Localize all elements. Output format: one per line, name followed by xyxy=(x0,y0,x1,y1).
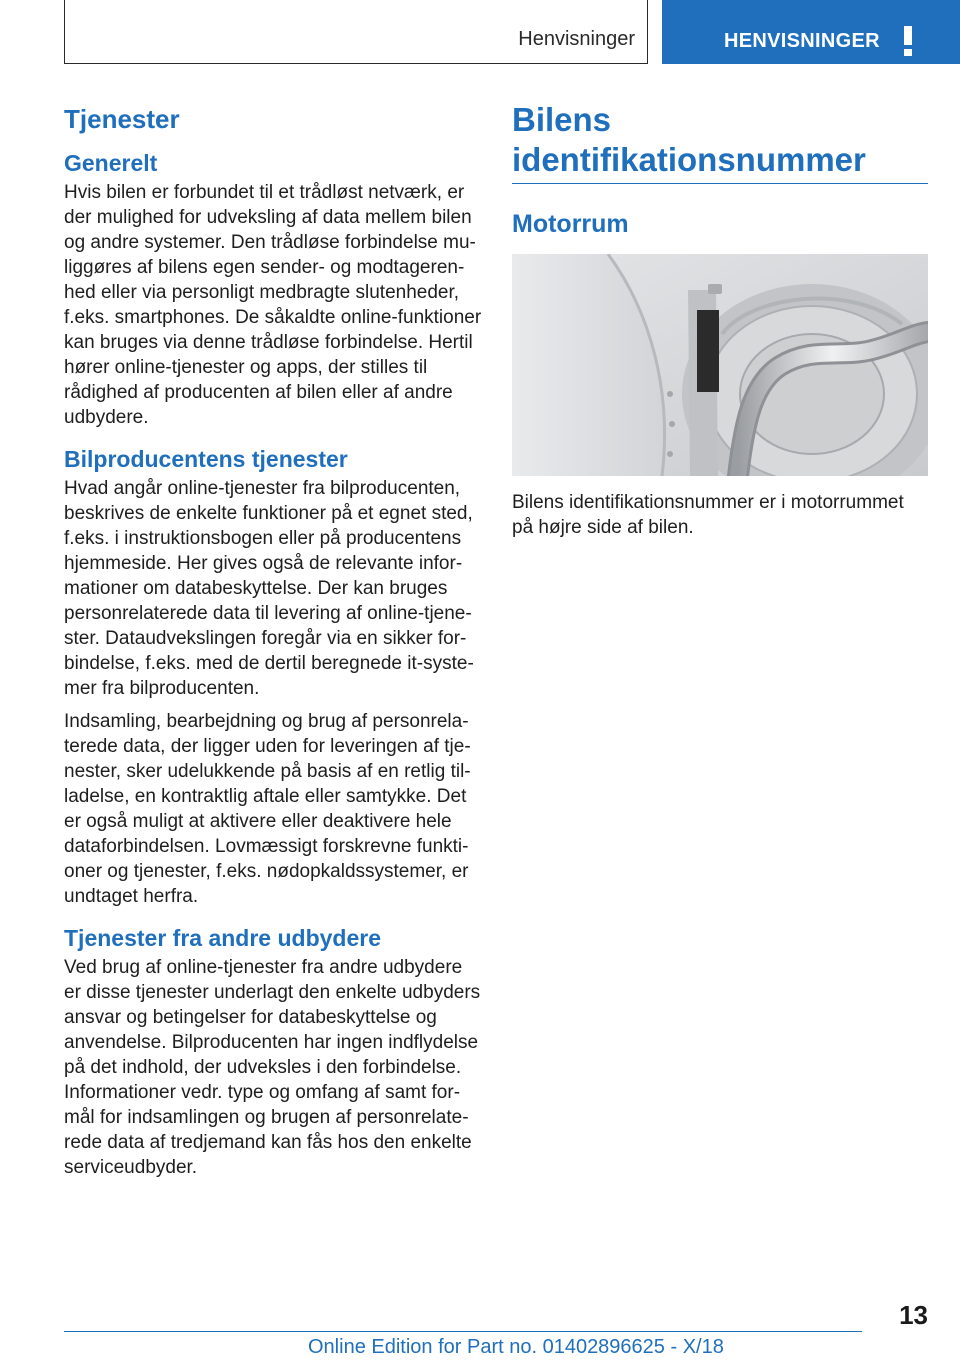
footer-divider xyxy=(64,1331,862,1332)
right-column xyxy=(512,100,928,540)
paragraph-bilproducent-2: Indsamling, bearbejdning og brug af personrelaterede data, der ligger uden for leveringen af tjenester, sker udelukkende på basis af en retlig tilladelse, en kontraktlig aftale eller samtykke. Det er også muligt at aktivere eller deaktivere hele dataforbindelsen. Lovmæssigt forskrevne funktioner og tjenester, f.eks. nødopkaldssystemer, er undtaget herfra. xyxy=(64,711,471,907)
paragraph-bilproducent-1: Hvad angår online-tjenester fra bilproducenten, beskrives de enkelte funktioner på et egnet sted, f.eks. i instruktionsbogen eller på producentens hjemmeside. Her gives også de relevante informationer om databeskyttelse. Der kan bruges personrelaterede data til levering af online-tjenester. Dataudvekslingen foregår via en sikker forbindelse, f.eks. med de dertil beregnede it-systemer fra bilproducenten. xyxy=(64,478,474,699)
heading-motorrum: Motorrum xyxy=(512,210,629,238)
header-chapter-tab xyxy=(662,0,960,64)
header-chapter-title: HENVISNINGER xyxy=(724,30,880,52)
heading-generelt: Generelt xyxy=(64,150,158,176)
header-section-title: Henvisninger xyxy=(518,28,635,50)
page-number: 13 xyxy=(899,1300,928,1330)
heading-bilproducentens-tjenester: Bilproducentens tjenester xyxy=(64,446,348,472)
left-column xyxy=(64,100,482,1180)
header-section-box xyxy=(64,0,648,64)
caption-vin-location: Bilens identifikationsnummer er i motorrummet på højre side af bilen. xyxy=(512,492,904,538)
footer-edition-text: Online Edition for Part no. 01402896625 - X/18 xyxy=(308,1336,724,1358)
paragraph-generelt: Hvis bilen er forbundet til et trådløst netværk, er der mulighed for udveksling af data mellem bilen og andre systemer. Den trådløse forbindelse muliggøres af bilens egen sender- og modtagerenhed eller via personligt medbragte slutenheder, f.eks. smartphones. De såkaldte online-funktioner kan bruges via denne trådløse forbindelse. Hertil hører online-tjenester og apps, der stilles til rådighed af producenten af bilen eller af andre udbydere. xyxy=(64,182,482,428)
page-title-tjenester: Tjenester xyxy=(64,104,180,134)
engine-bay-illustration xyxy=(512,254,928,476)
exclamation-icon xyxy=(896,24,920,56)
paragraph-andre-udbydere: Ved brug af online-tjenester fra andre udbydere er disse tjenester underlagt den enkelte udbyders ansvar og betingelser for databeskyttelse og anvendelse. Bilproducenten har ingen indflydelse på det indhold, der udveksles i den forbindelse. Informationer vedr. type og omfang af samt formål for indsamlingen og brugen af personrelaterede data af tredjemand kan fås hos den enkelte serviceudbyder. xyxy=(64,957,481,1178)
page-title-identifikationsnummer: Bilens identifikationsnummer xyxy=(512,100,928,184)
heading-andre-udbydere: Tjenester fra andre udbydere xyxy=(64,925,381,951)
